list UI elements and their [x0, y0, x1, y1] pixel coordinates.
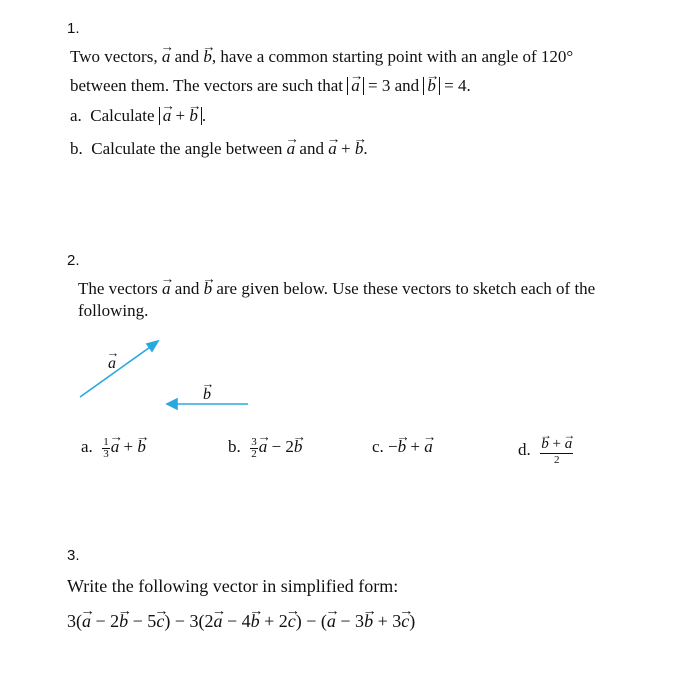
magnitude-a-plus-b: a → + b → — [159, 107, 202, 125]
q2-line1: The vectors a → and b → are given below. Use these vectors to sketch each of the — [78, 278, 595, 300]
q2-part-c: c. −b → + a → — [372, 436, 433, 458]
q2-part-a: a. $\frac{1}{3}$ a → + b → — [81, 436, 146, 460]
q1-number: 1. — [67, 20, 80, 37]
q2-part-d: d. $\frac{b \to + a \to}{2}$ — [518, 436, 574, 466]
q2-part-b: b. $\frac{3}{2}$ a → − 2b → — [228, 436, 302, 460]
vector-a-arrowhead — [147, 341, 158, 351]
fraction-three-halves: $\frac{3}{2}$ — [251, 435, 257, 460]
vector-b: b → — [203, 46, 212, 68]
q1-line1: Two vectors, a → and b →, have a common starting point with an angle of 120° — [70, 46, 573, 68]
vector-b-arrowhead — [167, 399, 177, 409]
q2-line2: following. — [78, 301, 149, 320]
vector-b-label: b → — [203, 386, 211, 404]
q2-number: 2. — [67, 252, 80, 269]
q3-prompt: Write the following vector in simplified form: — [67, 576, 399, 596]
q3-expression: 3(a → − 2b → − 5c →) − 3(2a → − 4b → + 2c →) − (a → − 3b → + 3c →) — [67, 610, 415, 632]
q3-number: 3. — [67, 547, 80, 564]
vector-a-label: a → — [108, 355, 116, 373]
fraction-b-plus-a-over-2: $\frac{b \to + a \to}{2}$ — [540, 436, 573, 466]
vector-a: a → — [162, 46, 171, 68]
q1-part-b: b. Calculate the angle between a → and a → + b →. — [70, 138, 368, 160]
q1-part-a: a. Calculate a → + b → . — [70, 105, 206, 127]
fraction-one-third: $\frac{1}{3}$ — [103, 435, 109, 460]
magnitude-a: a → — [347, 77, 364, 95]
magnitude-b: b → — [423, 77, 440, 95]
q1-line2: between them. The vectors are such that a → = 3 and b → = 4. — [70, 75, 471, 97]
